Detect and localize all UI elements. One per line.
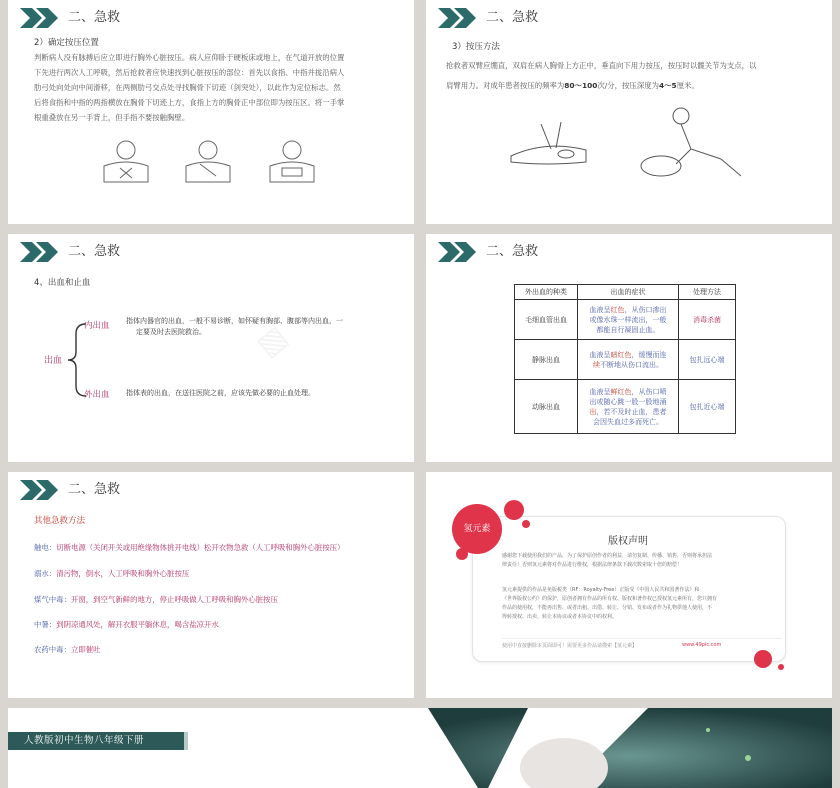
symptom-text: ，从伤口喷 [631, 387, 667, 396]
body-line: 肋弓处向处向中间滑移，在两侧肋弓交点处寻找胸骨下切迹（剑突处），以此作为定位标志。然 [34, 83, 341, 92]
aid-item [34, 542, 344, 553]
para-line: 得转授权、出卖、转让本协议或者本协议中的权利。 [502, 614, 618, 620]
symptom-text: 血液呈 [589, 305, 611, 314]
section-subtitle: 3）按压方法 [452, 42, 500, 52]
body-line: 后将食指和中指的两指横放在胸骨下切迹上方，食指上方的胸骨正中部位即为按压区。将一手掌 [34, 98, 345, 107]
symptom-highlight: 鲜红色 [610, 387, 632, 396]
table-row [515, 380, 736, 434]
double-chevron-icon [20, 242, 60, 262]
bleeding-type: 动脉出血 [515, 380, 578, 434]
slide-title: 二、急救 [486, 10, 539, 25]
aid-text: 到阴凉通风处，解开衣服平躺休息，喝含盐凉开水 [56, 620, 219, 629]
slide-cover[interactable] [8, 708, 832, 788]
copyright-title: 版权声明 [608, 536, 648, 547]
symptom-line: 会因失血过多而死亡。 [593, 417, 663, 426]
body-line-suffix: 厘米。 [676, 81, 699, 90]
symptom-line [581, 350, 675, 360]
symptom-line: 都能自行凝固止血。 [596, 325, 660, 334]
divider [502, 638, 782, 639]
symptom-line [581, 305, 675, 315]
symptom-line [581, 387, 675, 397]
symptom-text: ，若不及时止血，患者 [596, 407, 667, 416]
aid-item [34, 644, 101, 655]
press-depth: 4～5 [659, 81, 677, 90]
aid-label: 溺水： [34, 569, 57, 578]
double-chevron-icon [20, 8, 60, 28]
aid-item [34, 568, 189, 579]
body-line-mid: 次/分，按压深度为 [597, 81, 659, 90]
internal-text-line: 定要及时去医院救治。 [136, 328, 206, 336]
banner-edge [184, 732, 188, 750]
symptom-line [581, 360, 675, 370]
bleeding-symptom [578, 380, 679, 434]
decor-dot [456, 548, 468, 560]
external-bleeding-text: 指体表的出血，在送往医院之前，应该先做必要的止血处理。 [126, 389, 315, 397]
body-text [34, 50, 404, 125]
slide-title: 二、急救 [68, 482, 121, 497]
double-chevron-icon [20, 480, 60, 500]
decor-dot [504, 500, 524, 520]
press-rate: 80～100 [564, 81, 598, 90]
section-subtitle: 其他急救方法 [34, 516, 86, 526]
course-banner: 人教版初中生物八年级下册 [24, 735, 145, 746]
aid-text: 开窗，到空气新鲜的地方，停止呼吸做人工呼吸和胸外心脏按压 [70, 595, 278, 604]
copyright-footer-note: 使用中直接删除本页面即可！需要更多作品请搜索【氢元素】 [502, 643, 638, 649]
table-row [515, 300, 736, 340]
para-line: 氢元素提供的作品是免版税类（RF：Royalty-Free）正版受《中国人民共和国著作法》和 [502, 587, 700, 593]
internal-text-line: 指体内器官的出血，一般不易诊断，如怀疑有胸部、腹部等内出血，一 [126, 317, 343, 325]
body-line: 下先进行两次人工呼吸，然后抢救者应快速找到心脏按压的部位：首先以食指、中指并拢沿病人 [34, 68, 345, 77]
treatment-method: 包扎近心端 [679, 380, 736, 434]
treatment-method: 包扎远心端 [679, 340, 736, 380]
website-link[interactable]: www.49pic.com [682, 642, 722, 648]
internal-bleeding-text [126, 316, 343, 338]
aid-text: 清污物，倒水，人工呼吸和胸外心脏按压 [56, 569, 190, 578]
aid-label: 中暑： [34, 620, 57, 629]
bleeding-type: 静脉出血 [515, 340, 578, 380]
bleeding-type: 毛细血管出血 [515, 300, 578, 340]
aid-label: 农药中毒： [34, 645, 71, 654]
section-subtitle: 4、出血和止血 [34, 278, 91, 288]
cpr-illustrations [506, 104, 756, 184]
symptom-text: ，缓慢而连 [631, 350, 667, 359]
chest-position-illustrations [96, 138, 346, 188]
symptom-highlight: 暗红色 [610, 350, 632, 359]
slide-press-position[interactable] [8, 0, 414, 224]
symptom-highlight: 出 [589, 407, 597, 416]
table-header-row [515, 285, 736, 300]
para-line: 律责任！否则氢元素将对作品进行维权，根据法律条款下载次数索取十倍的赔偿！ [502, 562, 683, 568]
table-header: 处理方法 [679, 285, 736, 300]
symptom-line [581, 407, 675, 417]
slide-title: 二、急救 [68, 10, 121, 25]
body-line: 根重叠放在另一手背上，但手指不要按触胸壁。 [34, 113, 190, 122]
table-header: 外出血的种类 [515, 285, 578, 300]
aid-item [34, 619, 219, 630]
slide-bleeding[interactable] [8, 234, 414, 462]
aid-text: 切断电源（关闭开关或用绝缘物体挑开电线）松开衣物急救（人工呼吸和胸外心脏按压） [56, 543, 345, 552]
symptom-line: 出或随心跳一股一股地涌 [589, 397, 667, 406]
watermark: ▧ [250, 318, 295, 365]
body-line: 抢救者双臂应绷直，双肩在病人胸骨上方正中，垂直向下用力按压，按压时以髋关节为支点，以 [446, 61, 757, 70]
aid-label: 煤气中毒： [34, 595, 71, 604]
decor-dot [754, 650, 772, 668]
para-line: 作品的使用权，不能再出售、或者出租、出借、转让、分销、发布或者作为礼物供他人使用，不 [502, 605, 713, 611]
slide-bleeding-table[interactable] [426, 234, 832, 462]
table-row [515, 340, 736, 380]
symptom-text: ，从伤口渗出 [624, 305, 667, 314]
bleeding-root-label: 出血 [44, 356, 63, 366]
aid-item [34, 594, 278, 605]
slide-press-method[interactable] [426, 0, 832, 224]
internal-bleeding-label: 内出血 [84, 321, 110, 331]
external-bleeding-label: 外出血 [84, 390, 110, 400]
bleeding-symptom [578, 300, 679, 340]
symptom-line: 或像水珠一样流出，一般 [589, 315, 667, 324]
para-line: 感谢您下载使用我们的产品，为了保护原创作者的利益，请勿复制、传播、销售，否则将承担法 [502, 553, 713, 559]
decor-dot [778, 664, 784, 670]
bleeding-symptom [578, 340, 679, 380]
logo-badge: 氢元素 [452, 504, 502, 554]
decor-dot [522, 520, 530, 528]
slide-copyright[interactable] [426, 472, 832, 698]
bleeding-table [514, 284, 736, 434]
copyright-para-2 [502, 586, 717, 622]
body-text [446, 56, 826, 96]
symptom-text: 血液呈 [589, 350, 611, 359]
slide-other-aid[interactable] [8, 472, 414, 698]
aid-label: 触电： [34, 543, 57, 552]
section-subtitle: 2）确定按压位置 [34, 38, 99, 48]
double-chevron-icon [438, 8, 478, 28]
body-line-prefix: 肩臂用力。对成年患者按压的频率为 [446, 81, 565, 90]
aid-text: 立即催吐 [70, 645, 101, 654]
symptom-text: 血液呈 [589, 387, 611, 396]
para-line: 《世界版权公约》的保护，原创者拥有作品的所有权、版权和著作权已授权氢元素所有，您只拥有 [502, 596, 718, 602]
treatment-method: 消毒杀菌 [679, 300, 736, 340]
symptom-text: 不断地从伤口流出。 [600, 360, 663, 369]
table-header: 出血的症状 [578, 285, 679, 300]
slide-title: 二、急救 [486, 244, 539, 259]
symptom-highlight: 红色 [610, 305, 625, 314]
copyright-para-1 [502, 552, 712, 570]
slide-title: 二、急救 [68, 244, 121, 259]
double-chevron-icon [438, 242, 478, 262]
body-line [446, 76, 826, 96]
body-line: 判断病人没有脉搏后应立即进行胸外心脏按压。病人应仰卧于硬板床或地上，在气道开放的位置 [34, 53, 345, 62]
symptom-highlight: 续 [593, 360, 600, 369]
